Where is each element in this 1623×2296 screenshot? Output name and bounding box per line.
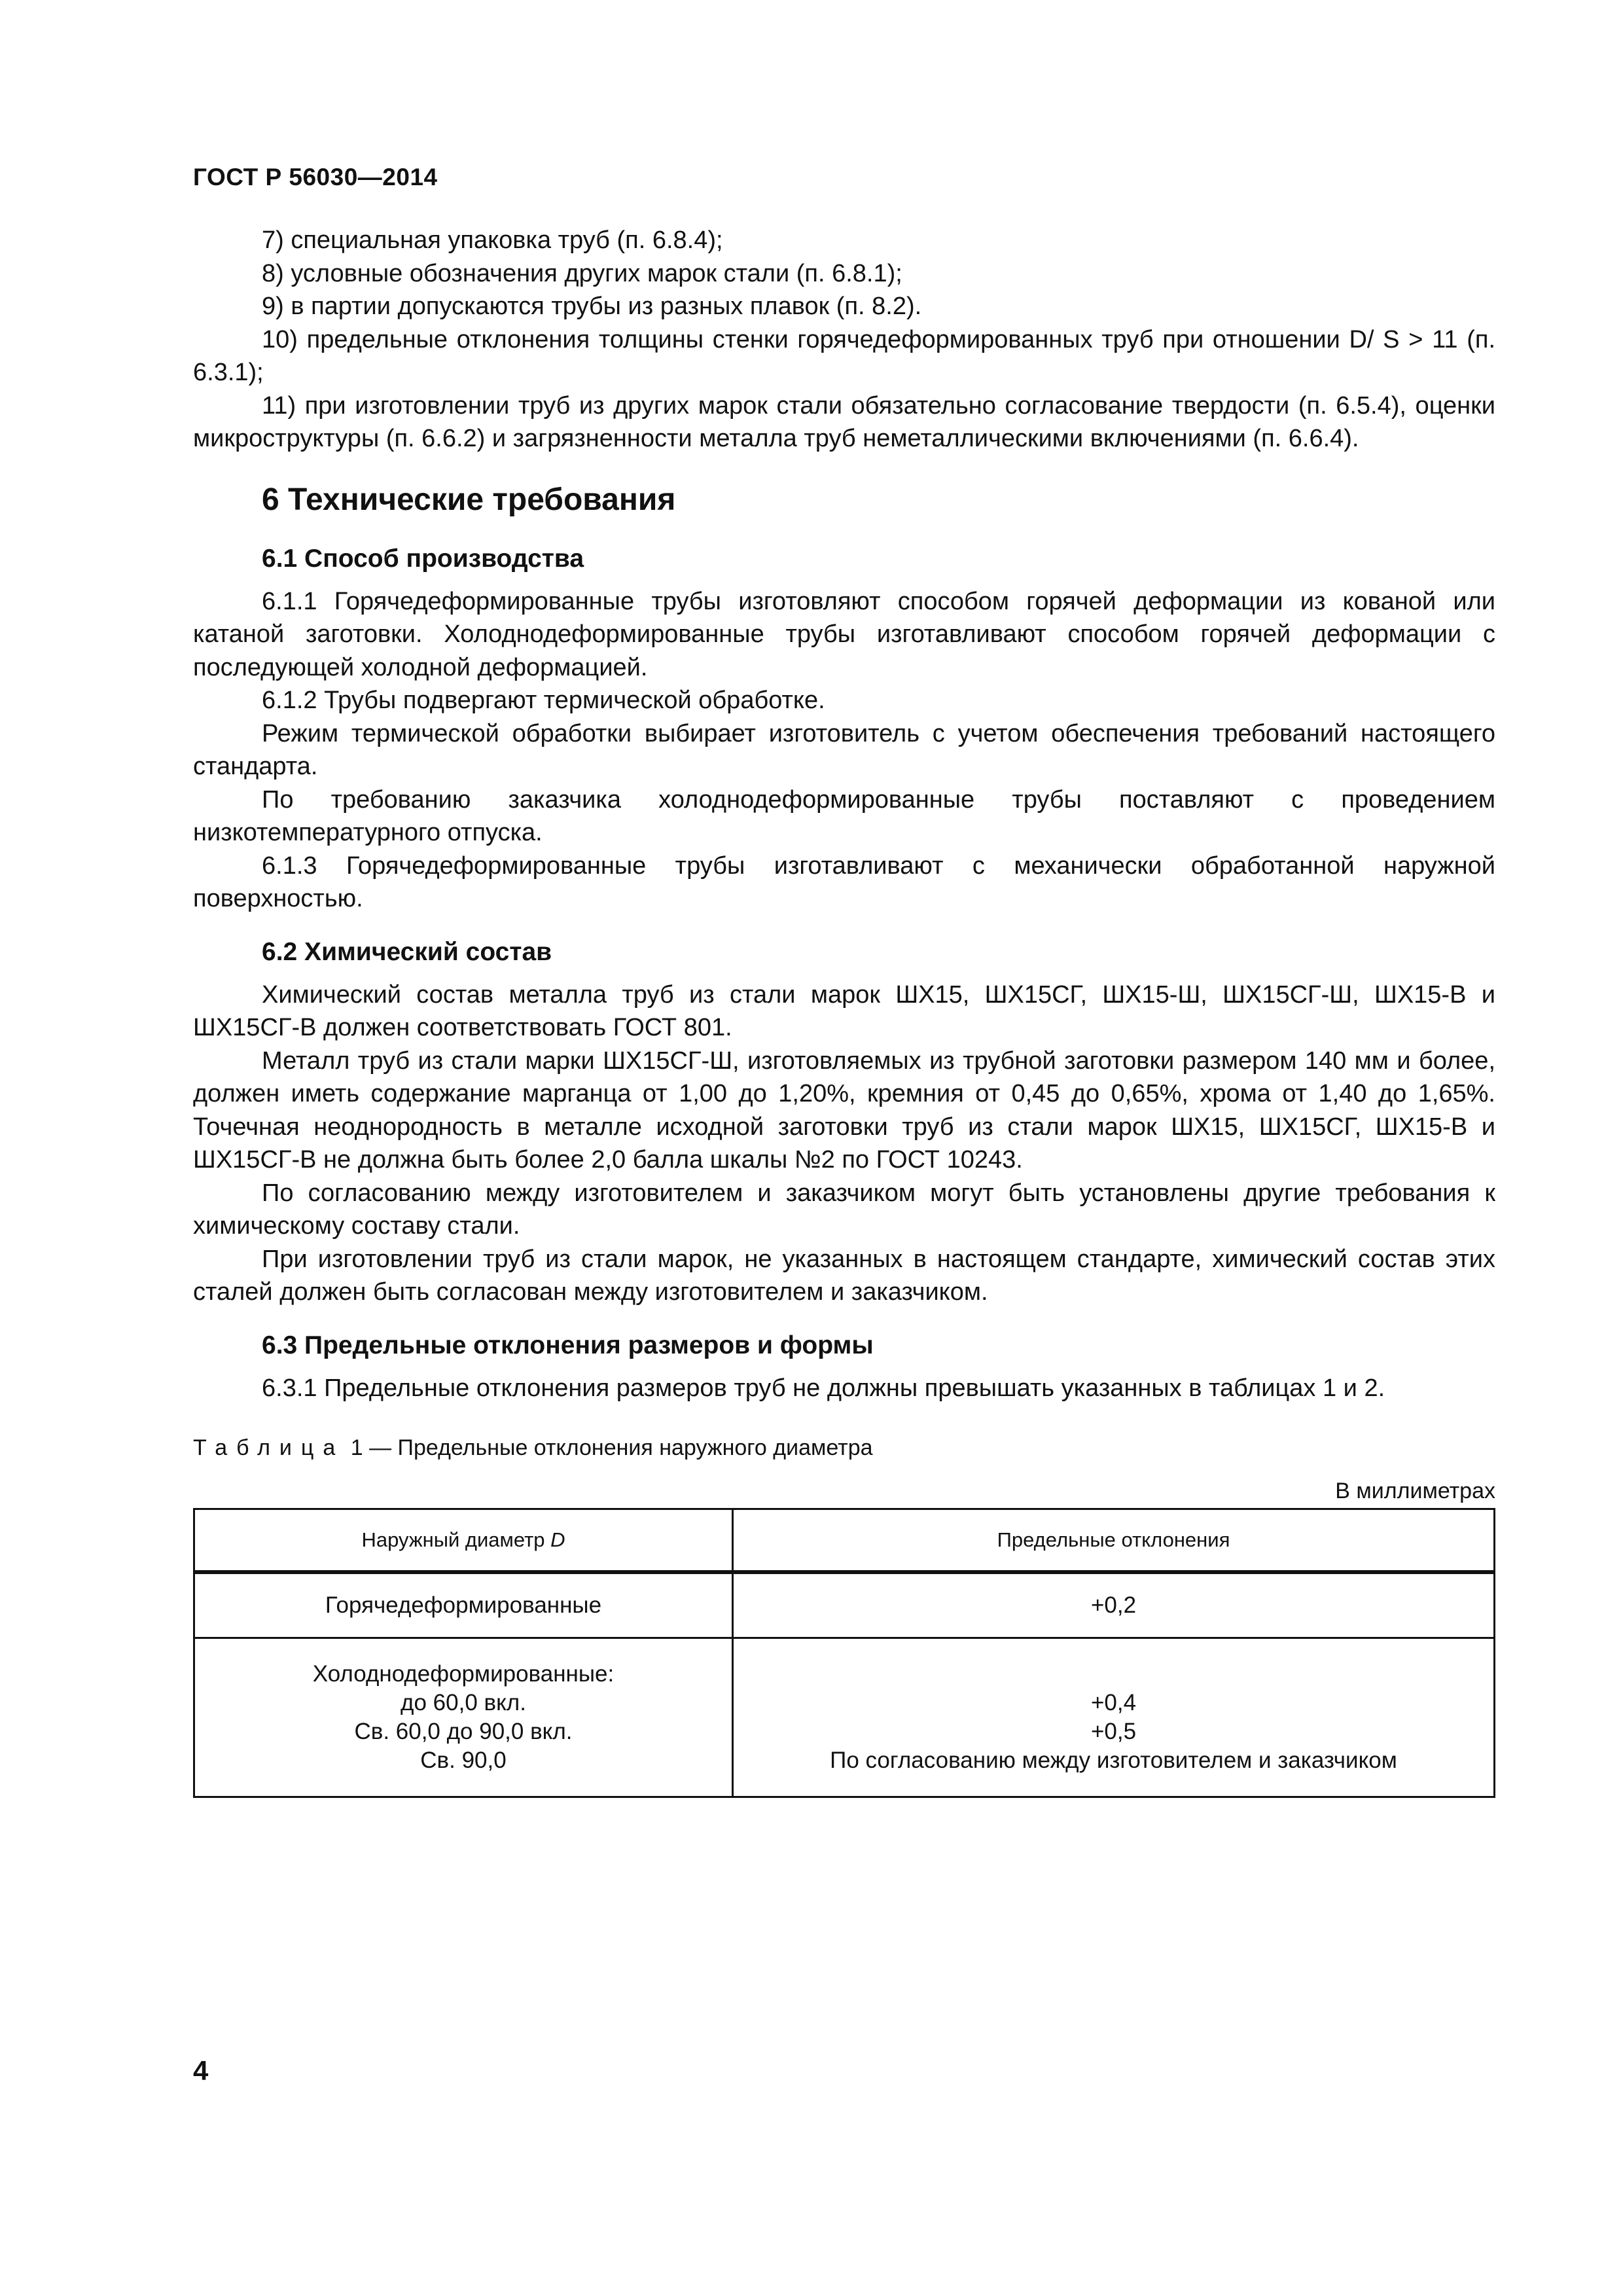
section-6-2-heading: 6.2 Химический состав bbox=[262, 937, 552, 966]
table-caption-text: 1 — Предельные отклонения наружного диаметра bbox=[344, 1435, 873, 1460]
list-item: 9) в партии допускаются трубы из разных плавок (п. 8.2). bbox=[262, 293, 922, 320]
table-caption bbox=[193, 1433, 1495, 1462]
paragraph: По требованию заказчика холоднодеформированные трубы поставляют с проведением низкотемпературного отпуска. bbox=[193, 785, 1495, 846]
column-header-deviation: Предельные отклонения bbox=[733, 1509, 1495, 1573]
table-row bbox=[194, 1638, 1495, 1797]
paragraph: 6.1.3 Горячедеформированные трубы изготавливают с механически обработанной наружной поверхностью. bbox=[193, 852, 1495, 912]
document-header: ГОСТ Р 56030—2014 bbox=[193, 164, 438, 190]
table-cell: Холоднодеформированные: до 60,0 вкл. Св. 60,0 до 90,0 вкл. Св. 90,0 bbox=[194, 1638, 733, 1797]
document-body bbox=[193, 224, 1495, 1798]
section-6-1-heading: 6.1 Способ производства bbox=[262, 544, 584, 573]
table-header-row bbox=[194, 1509, 1495, 1573]
paragraph: Режим термической обработки выбирает изготовитель с учетом обеспечения требований настоящего стандарта. bbox=[193, 719, 1495, 780]
section-6-3-heading: 6.3 Предельные отклонения размеров и формы bbox=[262, 1331, 874, 1359]
deviation-table bbox=[193, 1508, 1495, 1798]
paragraph: 6.1.1 Горячедеформированные трубы изготовляют способом горячей деформации из кованой или катаной заготовки. Холоднодеформированные трубы изготавливают способом горячей деформации с последующей холодной деформацией. bbox=[193, 587, 1495, 681]
table-cell: +0,2 bbox=[733, 1572, 1495, 1638]
variable-d: D bbox=[550, 1528, 565, 1551]
paragraph: 6.3.1 Предельные отклонения размеров труб не должны превышать указанных в таблицах 1 и 2. bbox=[262, 1374, 1385, 1402]
table-cell: +0,4 +0,5 По согласованию между изготовителем и заказчиком bbox=[733, 1638, 1495, 1797]
column-header-diameter: Наружный диаметр D bbox=[194, 1509, 733, 1573]
page-number: 4 bbox=[193, 2055, 209, 2086]
table-cell: Горячедеформированные bbox=[194, 1572, 733, 1638]
list-item: 7) специальная упаковка труб (п. 6.8.4); bbox=[262, 226, 723, 254]
section-6-heading: 6 Технические требования bbox=[262, 482, 676, 517]
paragraph: 6.1.2 Трубы подвергают термической обработке. bbox=[262, 687, 825, 714]
list-item: 10) предельные отклонения толщины стенки горячедеформированных труб при отношении D/ S > 11 (п. 6.3.1); bbox=[193, 325, 1495, 386]
table-units: В миллиметрах bbox=[1335, 1479, 1495, 1503]
paragraph: При изготовлении труб из стали марок, не указанных в настоящем стандарте, химический состав этих сталей должен быть согласован между изготовителем и заказчиком. bbox=[193, 1245, 1495, 1306]
table-row bbox=[194, 1572, 1495, 1638]
paragraph: По согласованию между изготовителем и заказчиком могут быть установлены другие требования к химическому составу стали. bbox=[193, 1179, 1495, 1240]
paragraph: Металл труб из стали марки ШХ15СГ-Ш, изготовляемых из трубной заготовки размером 140 мм и более, должен иметь содержание марганца от 1,00 до 1,20%, кремния от 0,45 до 0,65%, хрома от 1,40 до 1,65%. Точечная неоднородность в металле исходной заготовки труб из стали марок ШХ15, ШХ15СГ, ШХ15-В и ШХ15СГ-В не должна быть более 2,0 балла шкалы №2 по ГОСТ 10243. bbox=[193, 1047, 1495, 1174]
paragraph: Химический состав металла труб из стали марок ШХ15, ШХ15СГ, ШХ15-Ш, ШХ15СГ-Ш, ШХ15-В и ШХ15СГ-В должен соответствовать ГОСТ 801. bbox=[193, 980, 1495, 1041]
table-caption-word: Таблица bbox=[193, 1435, 345, 1460]
list-item: 8) условные обозначения других марок стали (п. 6.8.1); bbox=[262, 259, 902, 287]
list-item: 11) при изготовлении труб из других марок стали обязательно согласование твердости (п. 6.5.4), оценки микроструктуры (п. 6.6.2) и загрязненности металла труб неметаллическими включениями (п. 6.6.4). bbox=[193, 391, 1495, 452]
